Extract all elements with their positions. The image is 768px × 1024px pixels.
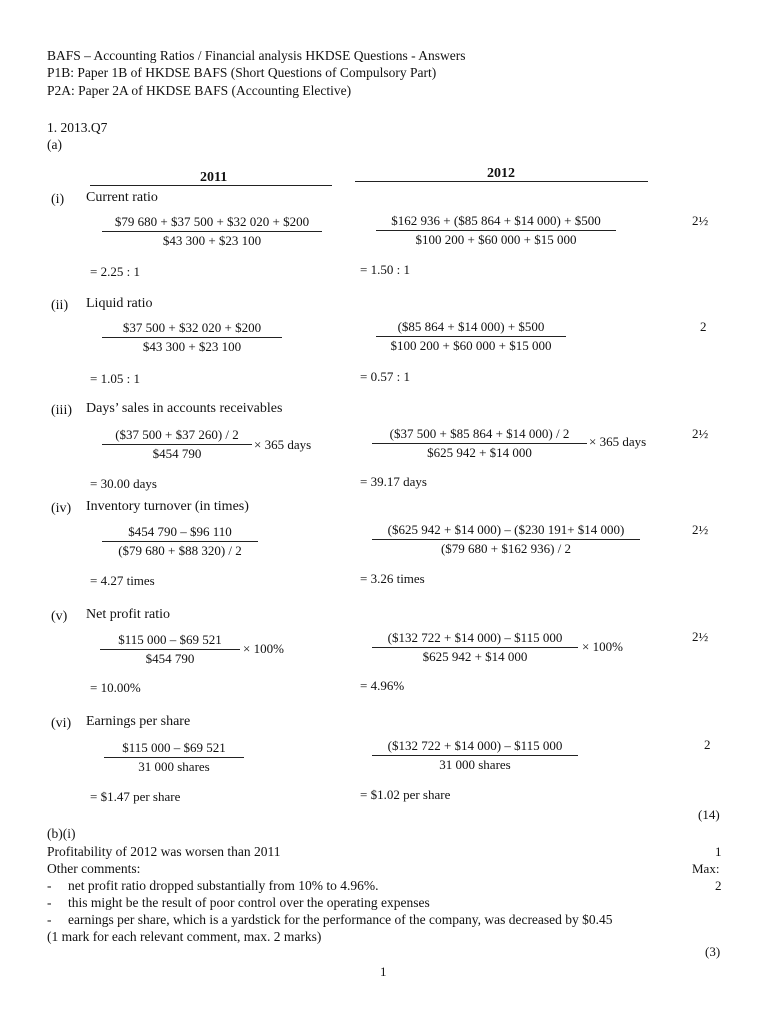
marking-note: (1 mark for each relevant comment, max. 2 marks) xyxy=(47,929,322,944)
part-b-label: (b)(i) xyxy=(47,826,76,841)
formula-numerator: ($132 722 + $14 000) – $115 000 xyxy=(372,630,578,648)
result-2011: = 1.05 : 1 xyxy=(90,371,140,386)
mark-value: 2½ xyxy=(692,522,709,537)
result-2011: = 2.25 : 1 xyxy=(90,264,140,279)
formula-2012 xyxy=(376,319,566,354)
mark-value: 2 xyxy=(700,319,707,334)
formula-multiplier: × 100% xyxy=(243,641,284,656)
formula-denominator: $43 300 + $23 100 xyxy=(162,233,262,248)
ratio-name: Liquid ratio xyxy=(86,296,153,311)
formula-numerator: $79 680 + $37 500 + $32 020 + $200 xyxy=(102,214,322,232)
formula-2011 xyxy=(104,740,244,775)
formula-denominator: $454 790 xyxy=(152,446,202,461)
formula-denominator: ($79 680 + $88 320) / 2 xyxy=(118,543,242,558)
result-2011: = 10.00% xyxy=(90,680,141,695)
column-header-2012: 2012 xyxy=(487,166,515,181)
mark-value: 2 xyxy=(704,737,711,752)
formula-denominator: $454 790 xyxy=(145,651,195,666)
max-label: Max: xyxy=(692,861,720,876)
formula-denominator: $100 200 + $60 000 + $15 000 xyxy=(390,338,552,353)
question-number: 1. 2013.Q7 xyxy=(47,120,108,135)
formula-denominator: $625 942 + $14 000 xyxy=(422,649,528,664)
formula-numerator: $115 000 – $69 521 xyxy=(100,632,240,650)
comment-item: net profit ratio dropped substantially from 10% to 4.96%. xyxy=(68,878,379,893)
ratio-label: (ii) xyxy=(51,298,69,313)
mark-value: 2½ xyxy=(692,426,709,441)
ratio-label: (iv) xyxy=(51,501,72,516)
formula-denominator: $100 200 + $60 000 + $15 000 xyxy=(415,232,577,247)
ratio-label: (v) xyxy=(51,609,68,624)
formula-numerator: $162 936 + ($85 864 + $14 000) + $500 xyxy=(376,213,616,231)
ratio-label: (iii) xyxy=(51,403,72,418)
mark-value: 2½ xyxy=(692,629,709,644)
column-rule-2012 xyxy=(355,181,648,182)
ratio-label: (i) xyxy=(51,192,65,207)
formula-2012 xyxy=(372,426,587,461)
formula-numerator: ($132 722 + $14 000) – $115 000 xyxy=(372,738,578,756)
mark-value: 2½ xyxy=(692,213,709,228)
bullet-dash-icon: - xyxy=(47,878,52,893)
formula-multiplier: × 365 days xyxy=(254,437,312,452)
doc-title: BAFS – Accounting Ratios / Financial analysis HKDSE Questions - Answers xyxy=(47,48,466,63)
ratio-name: Inventory turnover (in times) xyxy=(86,499,249,514)
formula-denominator: 31 000 shares xyxy=(439,757,511,772)
formula-numerator: ($37 500 + $85 864 + $14 000) / 2 xyxy=(372,426,587,444)
ratio-name: Net profit ratio xyxy=(86,607,170,622)
max-value: 2 xyxy=(715,878,722,893)
doc-subtitle-p1b: P1B: Paper 1B of HKDSE BAFS (Short Questions of Compulsory Part) xyxy=(47,65,437,80)
formula-denominator: $625 942 + $14 000 xyxy=(427,445,532,460)
formula-denominator: $43 300 + $23 100 xyxy=(142,339,242,354)
bullet-dash-icon: - xyxy=(47,895,52,910)
formula-numerator: ($85 864 + $14 000) + $500 xyxy=(376,319,566,337)
formula-2012 xyxy=(376,213,616,248)
formula-multiplier: × 100% xyxy=(582,639,623,654)
comment-item: this might be the result of poor control over the operating expenses xyxy=(68,895,430,910)
formula-denominator: 31 000 shares xyxy=(138,759,210,774)
result-2012: = 3.26 times xyxy=(360,571,425,586)
ratio-name: Current ratio xyxy=(86,190,158,205)
formula-multiplier: × 365 days xyxy=(589,434,647,449)
bullet-dash-icon: - xyxy=(47,912,52,927)
result-2011: = $1.47 per share xyxy=(90,789,181,804)
formula-numerator: $454 790 – $96 110 xyxy=(102,524,258,542)
ratio-label: (vi) xyxy=(51,716,72,731)
question-part: (a) xyxy=(47,137,62,152)
formula-2012 xyxy=(372,522,640,557)
statement-mark: 1 xyxy=(715,844,722,859)
result-2011: = 30.00 days xyxy=(90,476,157,491)
formula-numerator: $37 500 + $32 020 + $200 xyxy=(102,320,282,338)
formula-2012 xyxy=(372,738,578,773)
formula-2012 xyxy=(372,630,578,665)
column-rule-2011 xyxy=(90,185,332,186)
part-b-statement: Profitability of 2012 was worsen than 2011 xyxy=(47,844,281,859)
formula-denominator: ($79 680 + $162 936) / 2 xyxy=(440,541,572,556)
result-2012: = 4.96% xyxy=(360,678,405,693)
formula-numerator: ($37 500 + $37 260) / 2 xyxy=(102,427,252,445)
page-number: 1 xyxy=(380,964,387,979)
result-2012: = 1.50 : 1 xyxy=(360,262,410,277)
formula-2011 xyxy=(102,427,252,462)
formula-2011 xyxy=(100,632,240,667)
other-comments-label: Other comments: xyxy=(47,861,141,876)
ratio-name: Earnings per share xyxy=(86,714,191,729)
formula-numerator: ($625 942 + $14 000) – ($230 191+ $14 000) xyxy=(372,522,640,540)
comment-item: earnings per share, which is a yardstick for the performance of the company, was decreased by $0.45 xyxy=(68,912,613,927)
formula-2011 xyxy=(102,214,322,249)
formula-2011 xyxy=(102,320,282,355)
formula-2011 xyxy=(102,524,258,559)
column-header-2011: 2011 xyxy=(200,170,228,185)
result-2011: = 4.27 times xyxy=(90,573,155,588)
doc-subtitle-p2a: P2A: Paper 2A of HKDSE BAFS (Accounting Elective) xyxy=(47,83,352,98)
result-2012: = 39.17 days xyxy=(360,474,427,489)
ratio-name: Days’ sales in accounts receivables xyxy=(86,401,283,416)
part-a-total: (14) xyxy=(698,807,720,822)
result-2012: = 0.57 : 1 xyxy=(360,369,410,384)
formula-numerator: $115 000 – $69 521 xyxy=(104,740,244,758)
result-2012: = $1.02 per share xyxy=(360,787,451,802)
part-b-total: (3) xyxy=(705,944,721,959)
